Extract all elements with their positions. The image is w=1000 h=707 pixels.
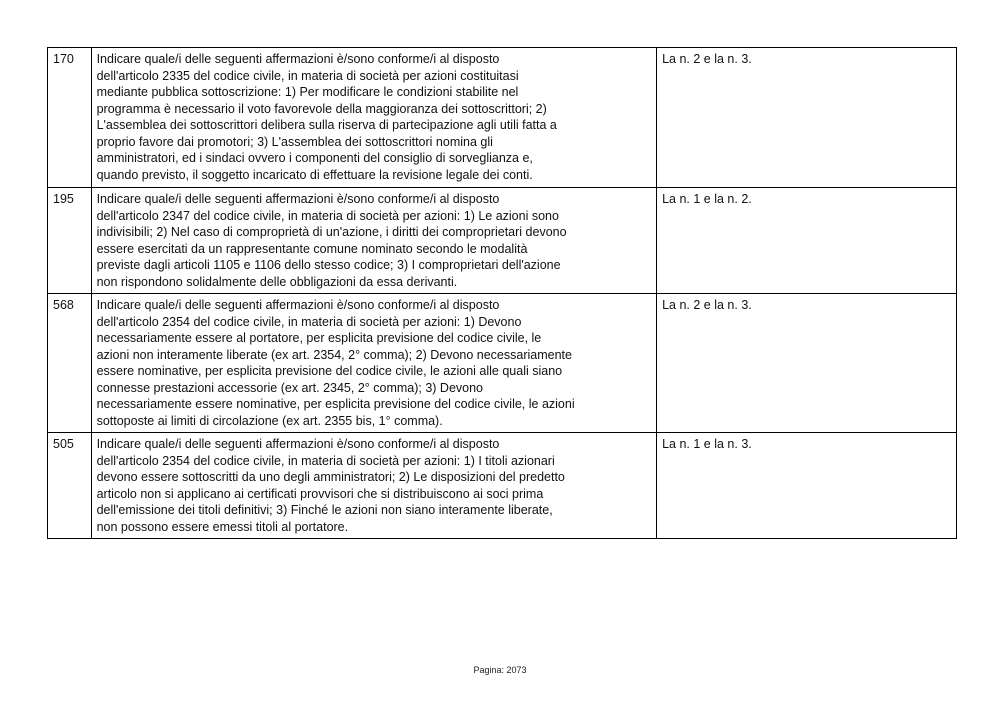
questions-table	[47, 47, 957, 539]
answer-text: La n. 2 e la n. 3.	[657, 294, 957, 433]
question-text: Indicare quale/i delle seguenti affermazioni è/sono conforme/i al disposto dell'articolo 2347 del codice civile, in materia di società per azioni: 1) Le azioni sono indivisibili; 2) Nel caso di comproprietà di un'azione, i diritti dei comproprietari devono essere esercitati da un rappresentante comune nominato secondo le modalità previste dagli articoli 1105 e 1106 dello stesso codice; 3) I comproprietari dell'azione non rispondono solidalmente delle obbligazioni da essa derivanti.	[91, 188, 657, 294]
table-row	[48, 48, 957, 188]
page-number: Pagina: 2073	[473, 665, 527, 675]
table-row	[48, 188, 957, 294]
table-row	[48, 433, 957, 539]
question-number: 195	[48, 188, 92, 294]
answer-text: La n. 2 e la n. 3.	[657, 48, 957, 188]
question-number: 505	[48, 433, 92, 539]
answer-text: La n. 1 e la n. 2.	[657, 188, 957, 294]
table-row	[48, 294, 957, 433]
question-text: Indicare quale/i delle seguenti affermazioni è/sono conforme/i al disposto dell'articolo 2354 del codice civile, in materia di società per azioni: 1) Devono necessariamente essere al portatore, per esplicita previsione del codice civile, le azioni non interamente liberate (ex art. 2354, 2° comma); 2) Devono necessariamente essere nominative, per esplicita previsione del codice civile, le azioni alle quali siano connesse prestazioni accessorie (ex art. 2345, 2° comma); 3) Devono necessariamente essere nominative, per esplicita previsione del codice civile, le azioni sottoposte ai limiti di circolazione (ex art. 2355 bis, 1° comma).	[91, 294, 657, 433]
answer-text: La n. 1 e la n. 3.	[657, 433, 957, 539]
question-text: Indicare quale/i delle seguenti affermazioni è/sono conforme/i al disposto dell'articolo 2354 del codice civile, in materia di società per azioni: 1) I titoli azionari devono essere sottoscritti da uno degli amministratori; 2) Le disposizioni del predetto articolo non si applicano ai certificati provvisori che si distribuiscono ai soci prima dell'emissione dei titoli definitivi; 3) Finché le azioni non siano interamente liberate, non possono essere emessi titoli al portatore.	[91, 433, 657, 539]
question-text: Indicare quale/i delle seguenti affermazioni è/sono conforme/i al disposto dell'articolo 2335 del codice civile, in materia di società per azioni costituitasi mediante pubblica sottoscrizione: 1) Per modificare le condizioni stabilite nel programma è necessario il voto favorevole della maggioranza dei sottoscrittori; 2) L'assemblea dei sottoscrittori delibera sulla riserva di partecipazione agli utili fatta a proprio favore dai promotori; 3) L'assemblea dei sottoscrittori nomina gli amministratori, ed i sindaci ovvero i componenti del consiglio di sorveglianza e, quando previsto, il soggetto incaricato di effettuare la revisione legale dei conti.	[91, 48, 657, 188]
question-number: 568	[48, 294, 92, 433]
question-number: 170	[48, 48, 92, 188]
